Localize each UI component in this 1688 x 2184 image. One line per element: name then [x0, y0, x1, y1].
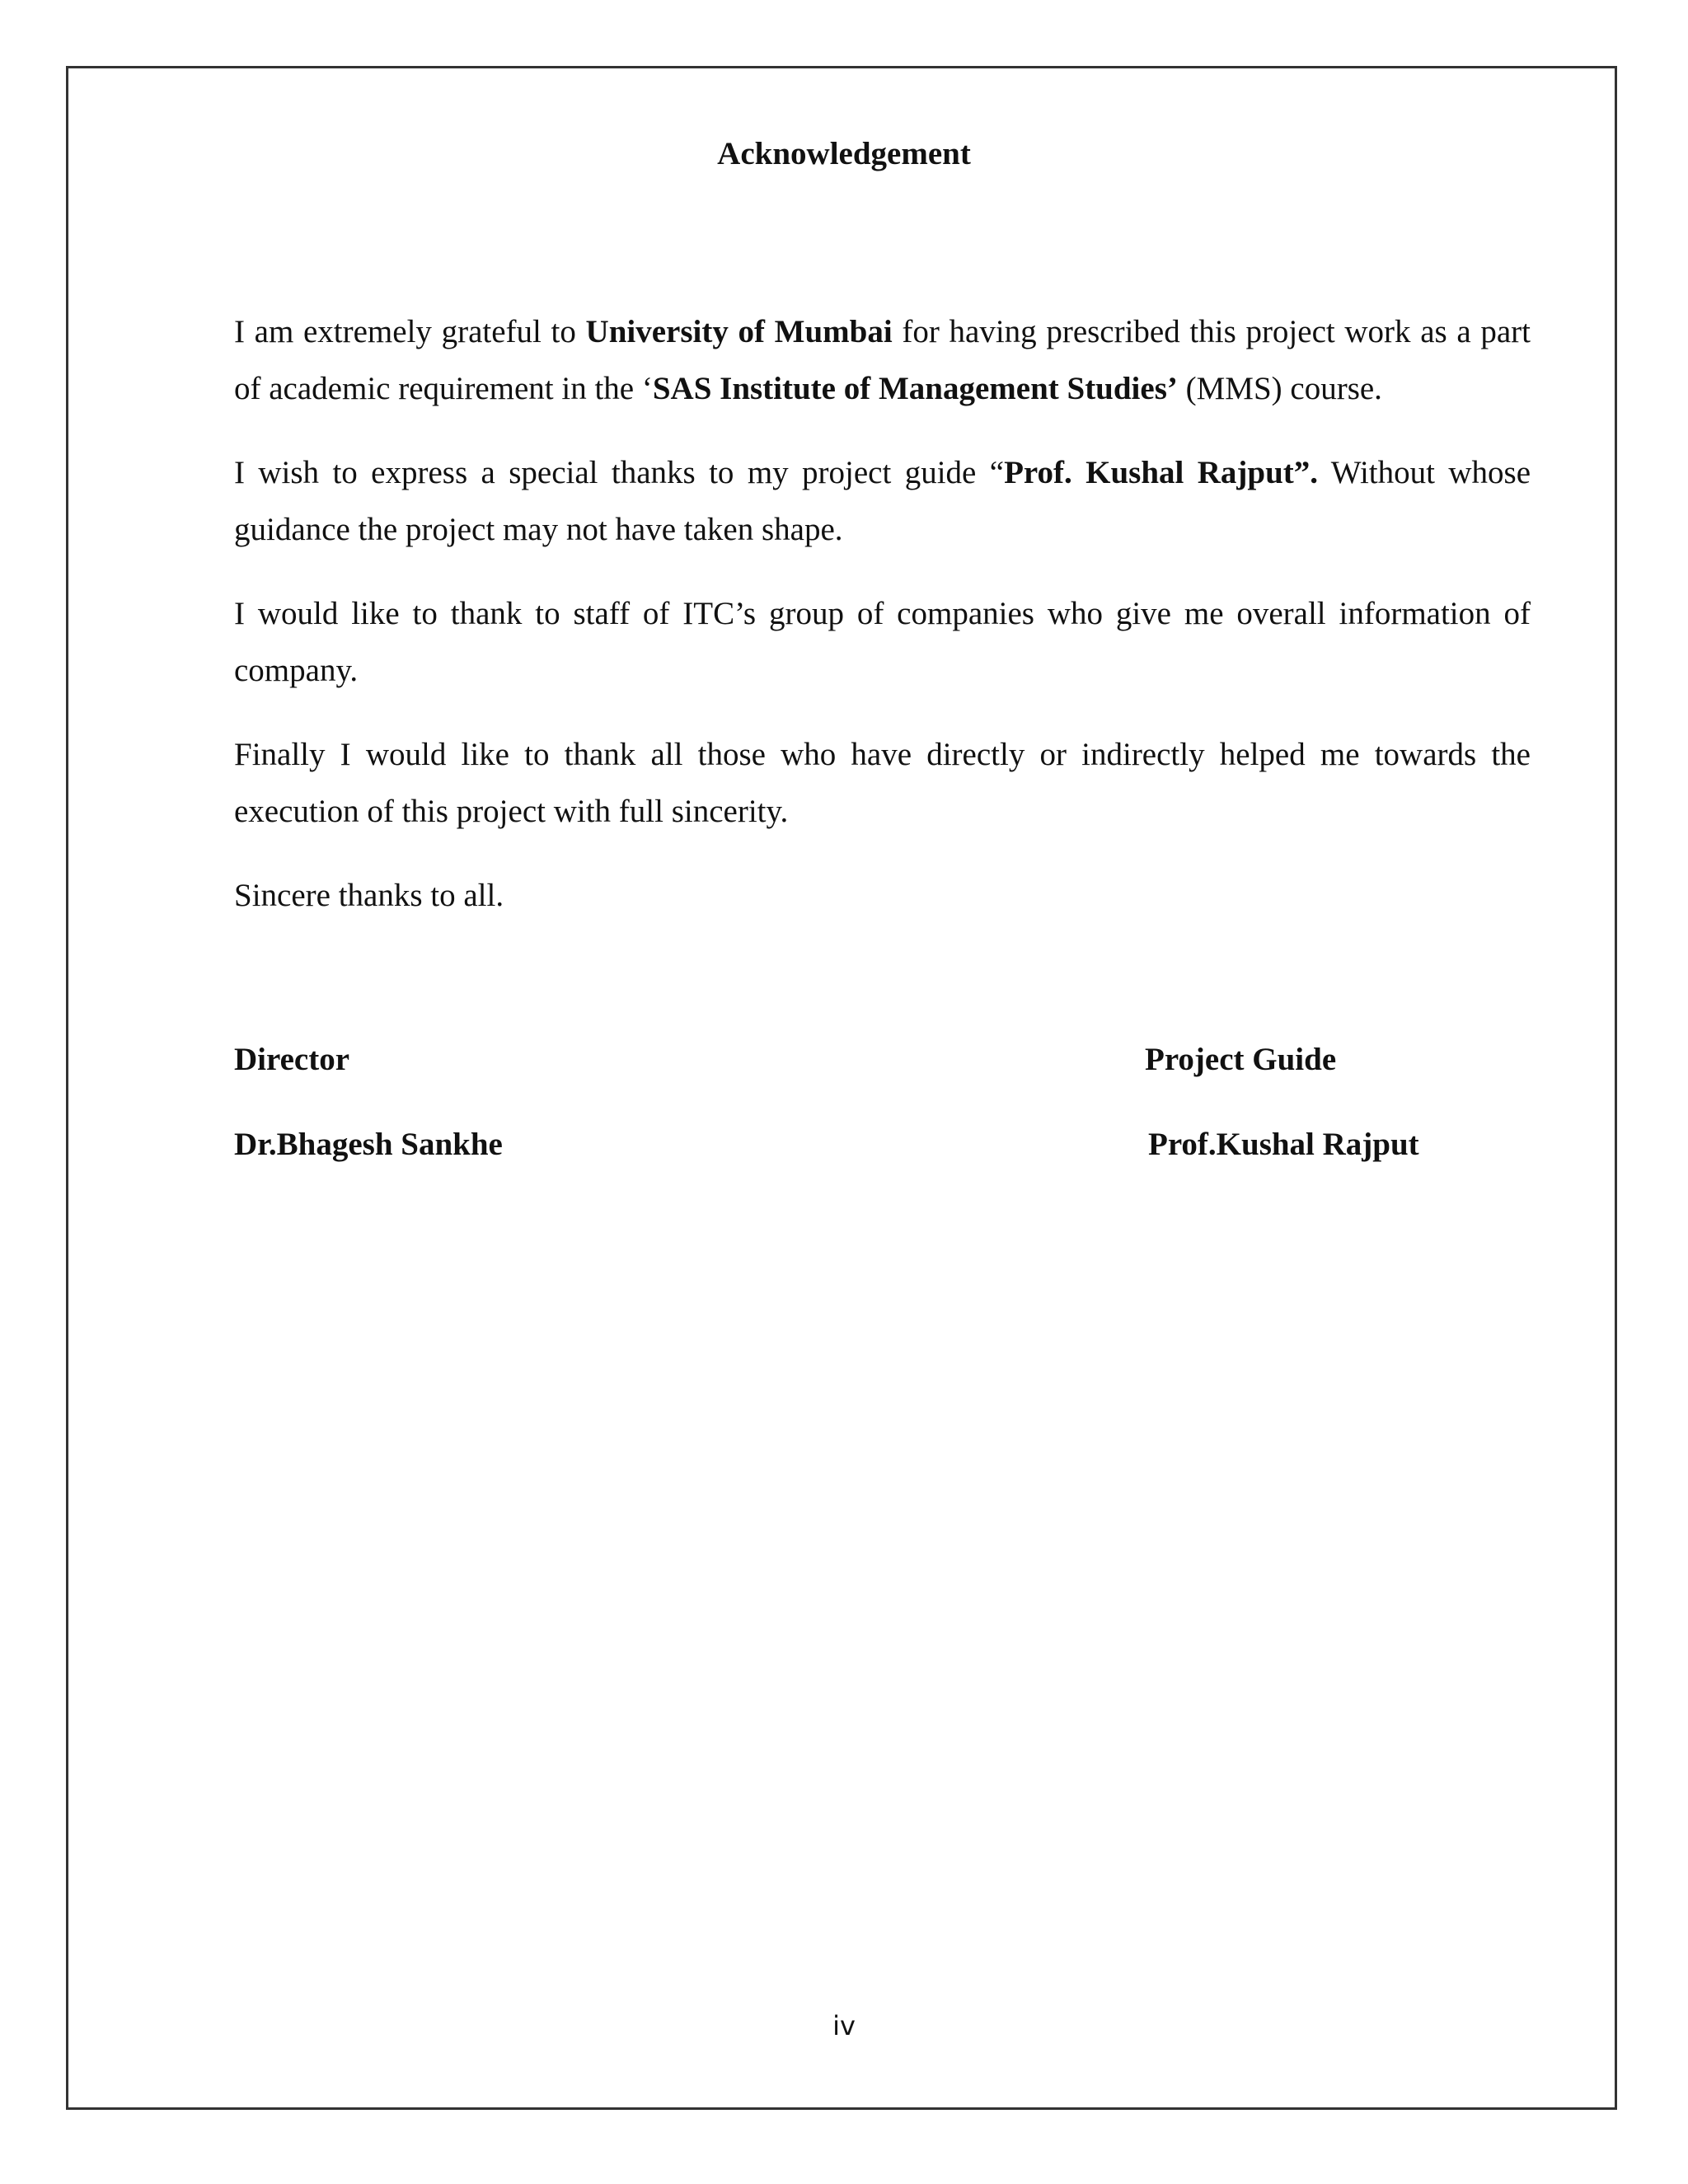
paragraph-finally [234, 726, 1531, 840]
paragraph-staff [234, 585, 1531, 699]
text-segment-bold: Prof. Kushal Rajput”. [1004, 455, 1319, 490]
director-name: Dr.Bhagesh Sankhe [234, 1127, 503, 1162]
director-label: Director [234, 1042, 350, 1077]
project-guide-label: Project Guide [1145, 1042, 1337, 1077]
project-guide-name: Prof.Kushal Rajput [1148, 1127, 1419, 1162]
text-segment: Finally I would like to thank all those who have directly or indirectly helped me towards the execution of this project with full sincerity. [234, 737, 1531, 829]
paragraph-guide [234, 444, 1531, 558]
text-segment: Without whose guidance the project may not have taken shape. [234, 455, 1531, 547]
text-segment: I would like to thank to staff of ITC’s group of companies who give me overall information of company. [234, 596, 1531, 688]
text-segment-bold: SAS Institute of Management Studies’ [652, 371, 1178, 406]
text-segment: (MMS) course. [1177, 371, 1382, 406]
text-segment: Sincere thanks to all. [234, 878, 504, 913]
page-title: Acknowledgement [717, 136, 971, 171]
paragraph-university [234, 303, 1531, 417]
body-text [234, 303, 1531, 951]
text-segment-bold: University of Mumbai [585, 314, 893, 349]
text-segment: I wish to express a special thanks to my project guide “ [234, 455, 1005, 490]
page-number: iv [832, 2010, 856, 2041]
text-segment: I am extremely grateful to [234, 314, 586, 349]
paragraph-closing [234, 867, 1531, 924]
text-segment: for having prescribed this project work as a part of academic requirement in the ‘ [234, 314, 1531, 406]
